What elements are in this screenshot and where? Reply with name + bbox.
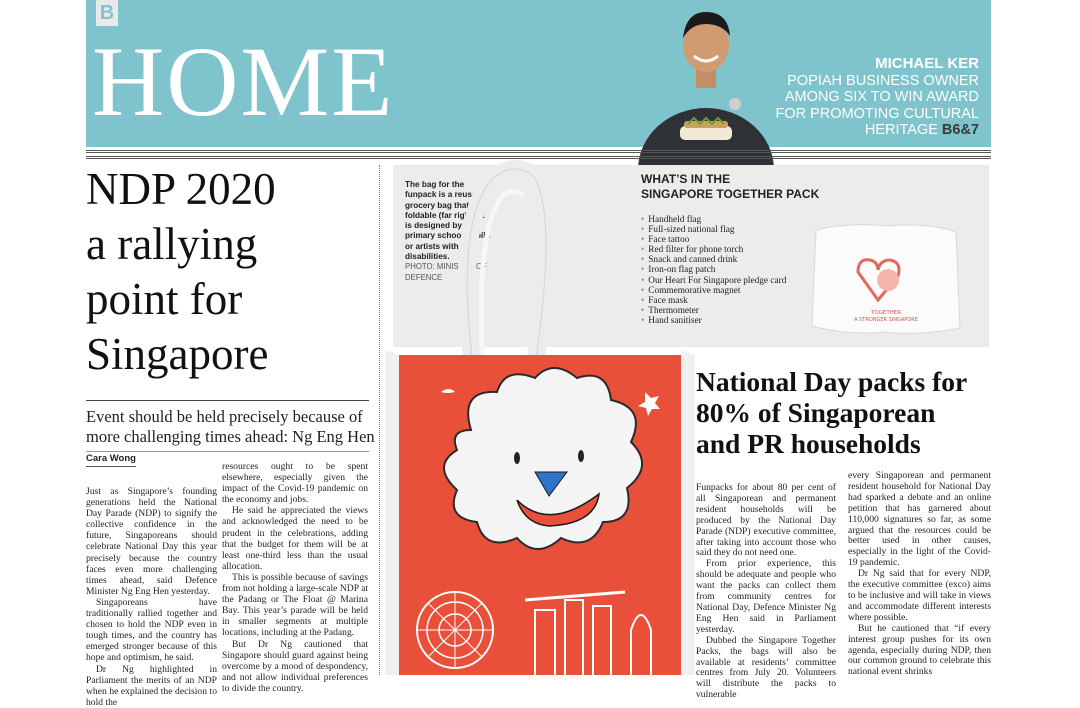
main-story-column-2: [222, 461, 368, 694]
main-story-column-1: [86, 486, 217, 708]
folded-bag-text: A STRONGER SINGAPORE: [854, 317, 918, 323]
section-masthead: [86, 0, 991, 147]
paragraph: But Dr Ng cautioned that Singapore should guard against being overcome by a mood of despondency, and not allow individual preferences to divide the country.: [222, 638, 368, 694]
paragraph: Dr Ng highlighted in Parliament the merits of an NDP when he explained the decision to hold the: [86, 663, 217, 708]
section-title: HOME: [92, 26, 395, 137]
pack-item: • Face mask: [641, 296, 811, 306]
paragraph: He said he appreciated the views and acknowledged the need to be prudent in the celebrations, adding that the budget for them will be at least one-third less than the usual allocation.: [222, 505, 368, 572]
paragraph: resources ought to be spent elsewhere, especially given the impact of the Covid-19 pandemic on the economy and jobs.: [222, 461, 368, 506]
tote-bag-image: [385, 160, 695, 675]
paragraph: This is possible because of savings from not holding a large-scale NDP at the Padang or The Float @ Marina Bay. This year’s parade will be held in smaller segments at multiple locations, including at the Padang.: [222, 571, 368, 639]
promo-line: POPIAH BUSINESS OWNER: [787, 72, 979, 89]
second-story-column-1: [696, 483, 836, 701]
byline: Cara Wong: [86, 453, 136, 464]
pack-title-line: SINGAPORE TOGETHER PACK: [641, 186, 820, 201]
pack-item: • Hand sanitiser: [641, 316, 811, 326]
paragraph: But he cautioned that “if every interest group pushes for its own agenda, especially during NDP, then our common ground to celebrate this national event shrinks: [848, 622, 991, 678]
pack-item: • Full-sized national flag: [641, 225, 811, 235]
pack-item: • Commemorative magnet: [641, 286, 811, 296]
pack-item: • Thermometer: [641, 306, 811, 316]
pack-item: • Red filter for phone torch: [641, 245, 811, 255]
paragraph: Just as Singapore’s founding generations held the National Day Parade (NDP) to signify the collective confidence in the future, Singaporeans should celebrate National Day this year precisely because the country faces even more challenging times ahead, said Defence Minister Ng Eng Hen yesterday.: [86, 486, 217, 597]
headline-line: 80% of Singaporean: [696, 397, 936, 428]
second-story-column-2: [848, 471, 991, 678]
caption-text: The bag for the funpack is a reusable grocery bag that is foldable (far right). It is designed by primary school pupils or artists with disabilities.: [405, 180, 491, 262]
section-badge: B: [96, 0, 118, 26]
byline-divider: [86, 451, 369, 452]
column-separator: [379, 165, 380, 675]
paragraph: From prior experience, this should be adequate and people who want the packs can collect them from community centres for National Day, Defence Minister Ng Eng Hen said in Parliament yesterday.: [696, 558, 836, 635]
paragraph: Dubbed the Singapore Together Packs, the bags will also be available at residents’ committee centres from July 20. Volunteers will distribute the packs to vulnerable: [696, 634, 836, 701]
subhead-divider: [86, 400, 369, 401]
promo-page-ref: B6&7: [941, 122, 979, 138]
paragraph: Funpacks for about 80 per cent of all Singaporean and permanent resident households will be produced by the National Day Parade (NDP) executive committee, after taking into account those who said they do not need one.: [696, 482, 836, 559]
headline-line: point for: [86, 274, 243, 324]
pack-item: • Iron-on flag patch: [641, 265, 811, 275]
paragraph: every Singaporean and permanent resident household for National Day had sparked a debate and an online petition that has garnered about 110,000 signatures so far, as some argued that the resources could be better used in other causes, especially in the light of the Covid-19 pandemic.: [848, 470, 991, 569]
paragraph: Dr Ng said that for every NDP, the executive committee (exco) aims to be inclusive and will take in views and accommodate different interests where possible.: [848, 568, 991, 623]
photo-credit: PHOTO: MINISTRY OF DEFENCE: [405, 262, 487, 282]
headline-line: a rallying: [86, 219, 258, 269]
promo-name: MICHAEL KER: [875, 55, 979, 72]
promo-line: FOR PROMOTING CULTURAL: [775, 105, 979, 122]
promo-teaser[interactable]: [759, 56, 979, 139]
headline-line: National Day packs for: [696, 366, 968, 397]
main-subhead: Event should be held precisely because of more challenging times ahead: Ng Eng Hen: [86, 407, 375, 446]
paragraph: Singaporeans have traditionally rallied together and chosen to hold the NDP even in tough times, and the country has emerged stronger because of this hope and optimism, he said.: [86, 596, 217, 664]
promo-line: AMONG SIX TO WIN AWARD: [784, 89, 979, 105]
pack-item: • Handheld flag: [641, 215, 811, 225]
masthead-rule: [86, 156, 991, 159]
pack-item: • Snack and canned drink: [641, 255, 811, 265]
promo-portrait-image: [636, 0, 776, 147]
promo-line: HERITAGE: [864, 122, 938, 138]
headline-line: NDP 2020: [86, 164, 276, 214]
pack-item: • Our Heart For Singapore pledge card: [641, 276, 811, 286]
pack-title-line: WHAT’S IN THE: [641, 172, 731, 186]
byline-underline: [86, 466, 136, 467]
folded-bag-text: TOGETHER: [870, 310, 902, 316]
pack-item: • Face tattoo: [641, 235, 811, 245]
secondary-headline: [696, 366, 996, 459]
masthead-rule: [86, 150, 991, 153]
folded-bag-image: [808, 220, 963, 338]
main-headline: [86, 162, 376, 382]
headline-line: and PR households: [696, 428, 921, 459]
headline-line: Singapore: [86, 329, 269, 379]
